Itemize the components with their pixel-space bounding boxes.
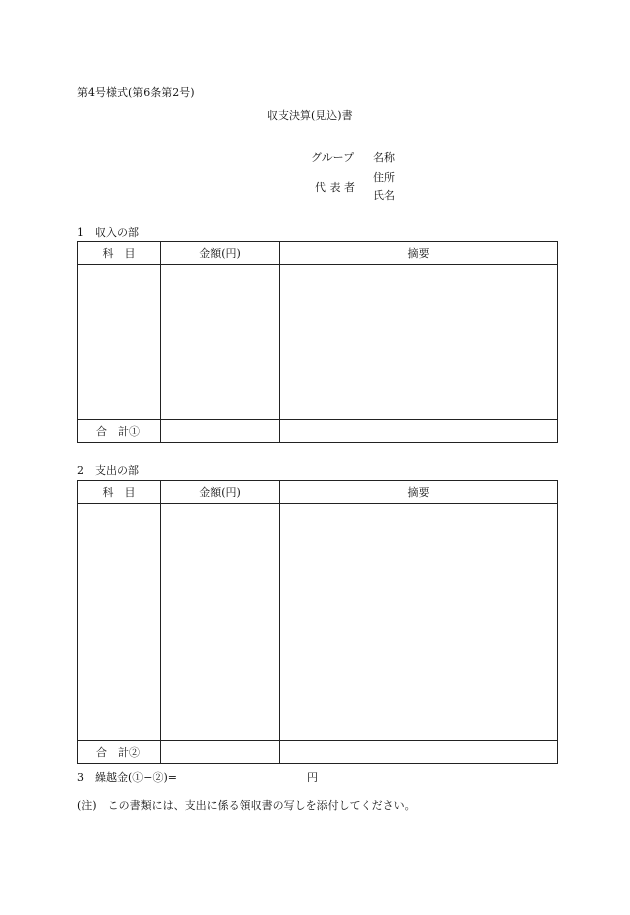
- person-name-label: 氏名: [373, 189, 395, 202]
- form-number: 第4号様式(第6条第2号): [77, 86, 195, 99]
- income-section-title: 1 収入の部: [77, 226, 139, 239]
- income-total-amount-cell[interactable]: [161, 420, 280, 443]
- column-header-item: 科 目: [78, 481, 161, 504]
- note: (注) この書類には、支出に係る領収書の写しを添付してください。: [77, 799, 416, 812]
- balance-unit: 円: [307, 771, 318, 784]
- column-header-summary: 摘要: [280, 481, 558, 504]
- income-item-cell[interactable]: [78, 265, 161, 420]
- expense-amount-cell[interactable]: [161, 504, 280, 741]
- expense-item-cell[interactable]: [78, 504, 161, 741]
- income-amount-cell[interactable]: [161, 265, 280, 420]
- column-header-summary: 摘要: [280, 242, 558, 265]
- income-entry-row[interactable]: [78, 265, 558, 420]
- expense-table: [77, 480, 558, 764]
- representative-label: 代 表 者: [315, 181, 355, 194]
- expense-total-label: 合 計②: [78, 741, 161, 764]
- expense-summary-cell[interactable]: [280, 504, 558, 741]
- column-header-amount: 金額(円): [161, 481, 280, 504]
- income-total-summary-cell[interactable]: [280, 420, 558, 443]
- document-title: 収支決算(見込)書: [267, 109, 353, 122]
- column-header-item: 科 目: [78, 242, 161, 265]
- group-name-label: 名称: [373, 151, 395, 164]
- income-summary-cell[interactable]: [280, 265, 558, 420]
- income-total-row: [78, 420, 558, 443]
- column-header-amount: 金額(円): [161, 242, 280, 265]
- expense-total-summary-cell[interactable]: [280, 741, 558, 764]
- expense-entry-row[interactable]: [78, 504, 558, 741]
- income-total-label: 合 計①: [78, 420, 161, 443]
- group-label: グループ: [311, 151, 355, 164]
- balance-label: 3 繰越金(①−②)=: [77, 771, 178, 784]
- income-table: [77, 241, 558, 443]
- expense-header-row: [78, 481, 558, 504]
- expense-section-title: 2 支出の部: [77, 464, 139, 477]
- income-header-row: [78, 242, 558, 265]
- address-label: 住所: [373, 171, 395, 184]
- expense-total-row: [78, 741, 558, 764]
- expense-total-amount-cell[interactable]: [161, 741, 280, 764]
